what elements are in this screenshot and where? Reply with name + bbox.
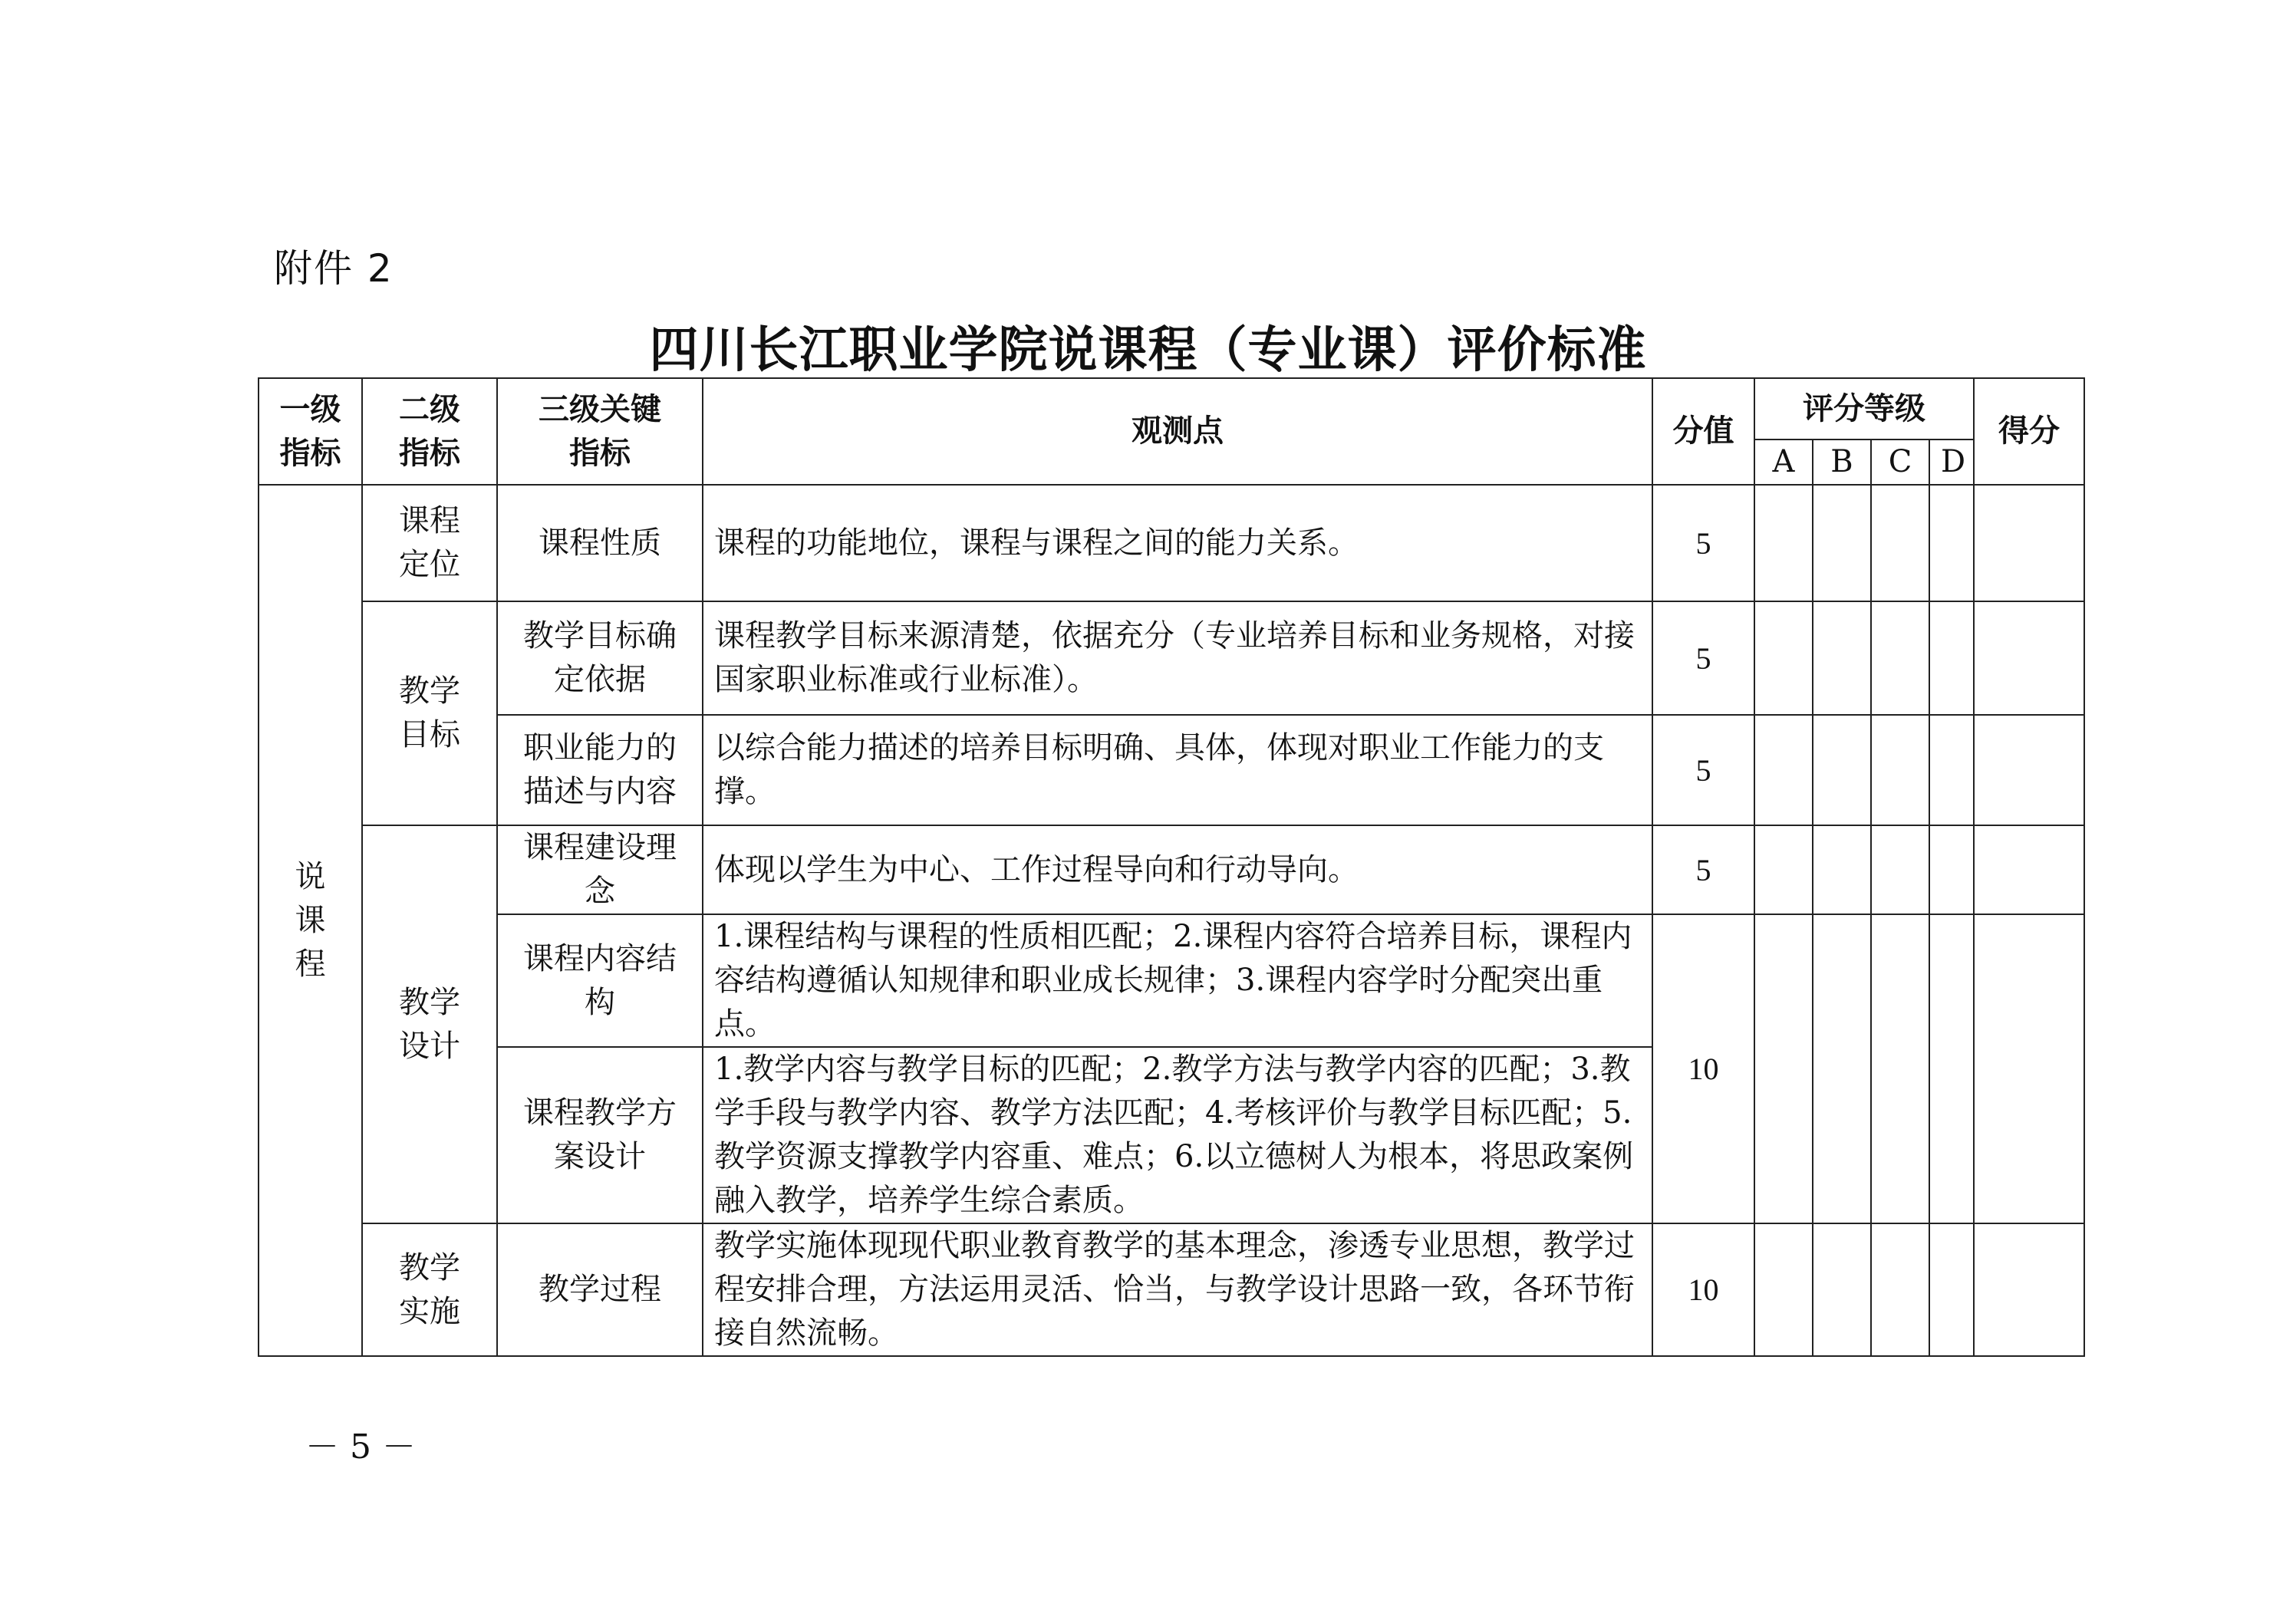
header-row [259,378,2084,439]
observation-cell: 体现以学生为中心、工作过程导向和行动导向。 [703,825,1652,914]
header-observation: 观测点 [703,378,1652,485]
grade-a-cell[interactable] [1754,914,1813,1223]
observation-cell: 课程的功能地位，课程与课程之间的能力关系。 [703,485,1652,601]
group-cell [362,825,497,1223]
group-name-line: 目标 [399,717,460,752]
grade-d-cell[interactable] [1929,715,1974,825]
group-name-line: 课程 [399,503,460,538]
score-cell: 5 [1652,715,1754,825]
grade-c-cell[interactable] [1871,825,1929,914]
grade-a-cell[interactable] [1754,1223,1813,1356]
grade-d-cell[interactable] [1929,601,1974,715]
table-row [259,485,2084,601]
evaluation-table [258,377,2085,1357]
score-cell: 10 [1652,1223,1754,1356]
group-cell [362,485,497,601]
header-level3 [497,378,703,485]
table-row [259,715,2084,825]
grade-d-cell[interactable] [1929,485,1974,601]
obtained-cell[interactable] [1974,485,2084,601]
grade-d-cell[interactable] [1929,825,1974,914]
grade-b-cell[interactable] [1813,914,1871,1223]
group-name-line: 实施 [399,1293,460,1329]
observation-cell: 以综合能力描述的培养目标明确、具体，体现对职业工作能力的支撑。 [703,715,1652,825]
grade-b-cell[interactable] [1813,715,1871,825]
category-cell [259,485,362,1356]
header-level3-line1: 三级关键 [539,391,661,427]
score-cell: 5 [1652,601,1754,715]
page-number: － 5 － [305,1427,416,1467]
grade-d-cell[interactable] [1929,914,1974,1223]
indicator-cell: 课程教学方案设计 [497,1047,703,1223]
header-obtained: 得分 [1974,378,2084,485]
score-cell: 5 [1652,485,1754,601]
grade-c-cell[interactable] [1871,914,1929,1223]
indicator-cell: 教学目标确定依据 [497,601,703,715]
document-title: 四川长江职业学院说课程（专业课）评价标准 [649,321,1647,379]
score-cell: 10 [1652,914,1754,1223]
table-row [259,825,2084,914]
observation-cell: 教学实施体现现代职业教育教学的基本理念，渗透专业思想，教学过程安排合理，方法运用灵活、恰当，与教学设计思路一致，各环节衔接自然流畅。 [703,1223,1652,1356]
grade-c-cell[interactable] [1871,485,1929,601]
grade-b-cell[interactable] [1813,1223,1871,1356]
obtained-cell[interactable] [1974,601,2084,715]
grade-a-cell[interactable] [1754,485,1813,601]
grade-a-cell[interactable] [1754,601,1813,715]
obtained-cell[interactable] [1974,914,2084,1223]
grade-b: B [1813,439,1871,485]
grade-a-cell[interactable] [1754,715,1813,825]
header-level3-line2: 指标 [569,435,631,471]
indicator-cell: 职业能力的描述与内容 [497,715,703,825]
header-level2 [362,378,497,485]
header-score-value: 分值 [1652,378,1754,485]
category-char: 说 [295,858,326,894]
header-level2-line2: 指标 [399,435,460,471]
indicator-cell: 课程建设理念 [497,825,703,914]
attachment-label: 附件 2 [274,246,394,291]
group-name-line: 教学 [399,1249,460,1286]
group-name-line: 教学 [399,984,460,1020]
header-grade-group: 评分等级 [1754,378,1974,439]
header-level2-line1: 二级 [399,391,460,427]
grade-d-cell[interactable] [1929,1223,1974,1356]
grade-c-cell[interactable] [1871,601,1929,715]
obtained-cell[interactable] [1974,1223,2084,1356]
grade-b-cell[interactable] [1813,601,1871,715]
category-char: 课 [295,902,326,938]
grade-a: A [1754,439,1813,485]
grade-c-cell[interactable] [1871,1223,1929,1356]
observation-cell: 课程教学目标来源清楚，依据充分（专业培养目标和业务规格，对接国家职业标准或行业标准）。 [703,601,1652,715]
observation-cell: 1.课程结构与课程的性质相匹配；2.课程内容符合培养目标，课程内容结构遵循认知规律和职业成长规律；3.课程内容学时分配突出重点。 [703,914,1652,1047]
indicator-cell: 课程内容结构 [497,914,703,1047]
category-char: 程 [295,946,326,982]
table-row [259,1223,2084,1356]
obtained-cell[interactable] [1974,825,2084,914]
header-level1-line2: 指标 [279,435,341,471]
header-level1-line1: 一级 [279,391,341,427]
indicator-cell: 教学过程 [497,1223,703,1356]
group-name-line: 教学 [399,673,460,709]
grade-a-cell[interactable] [1754,825,1813,914]
header-level1 [259,378,362,485]
obtained-cell[interactable] [1974,715,2084,825]
group-name-line: 定位 [399,547,460,582]
observation-cell: 1.教学内容与教学目标的匹配；2.教学方法与教学内容的匹配；3.教学手段与教学内容、教学方法匹配；4.考核评价与教学目标匹配；5.教学资源支撑教学内容重、难点；6.以立德树人为根本，将思政案例融入教学，培养学生综合素质。 [703,1047,1652,1223]
group-cell [362,601,497,825]
score-cell: 5 [1652,825,1754,914]
grade-b-cell[interactable] [1813,825,1871,914]
indicator-cell: 课程性质 [497,485,703,601]
table-row [259,601,2084,715]
group-name-line: 设计 [399,1028,460,1064]
grade-d: D [1929,439,1974,485]
table-row [259,914,2084,1047]
grade-c-cell[interactable] [1871,715,1929,825]
grade-c: C [1871,439,1929,485]
group-cell [362,1223,497,1356]
grade-b-cell[interactable] [1813,485,1871,601]
